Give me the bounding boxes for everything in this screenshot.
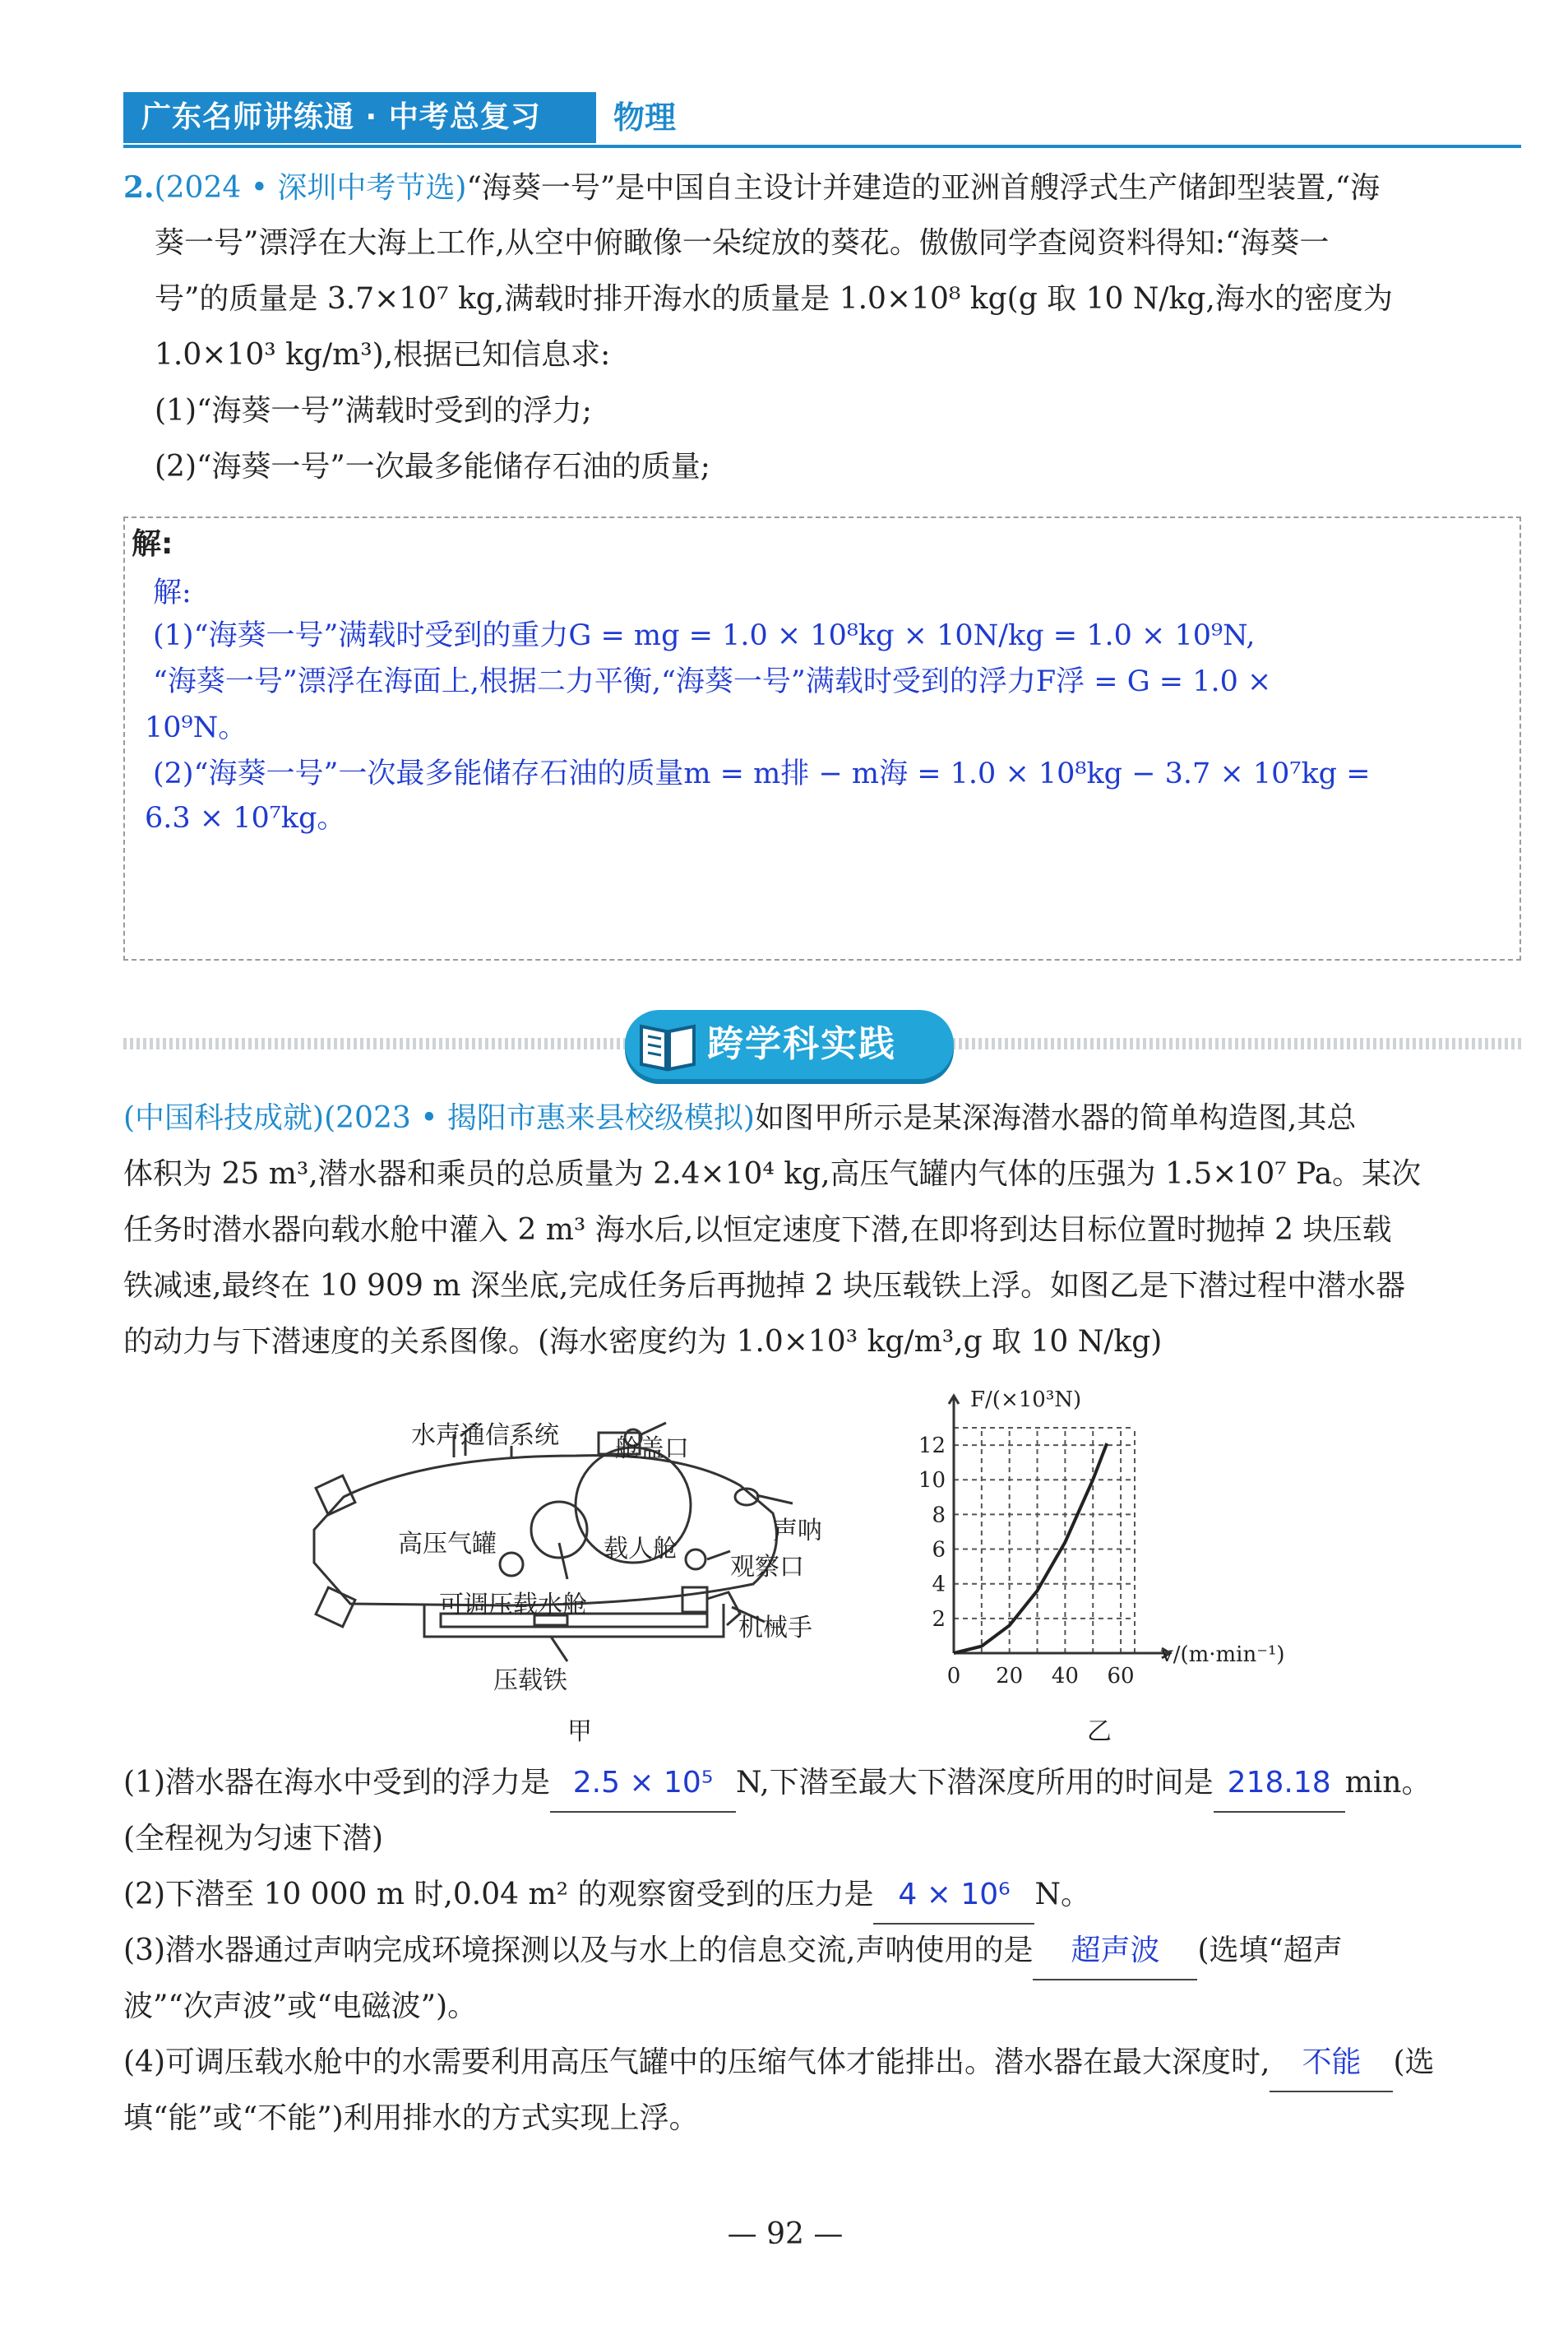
y-tick-label: 4 bbox=[932, 1572, 946, 1597]
label-observation-window: 观察口 bbox=[730, 1553, 804, 1582]
subq-2 bbox=[123, 1867, 1521, 1925]
subq-3-cont: 波”“次声波”或“电磁波”)。 bbox=[123, 1990, 478, 2023]
q2-source: (2024 • 深圳中考节选) bbox=[154, 171, 467, 205]
answer-blank-sonar-wave[interactable]: 超声波 bbox=[1033, 1923, 1197, 1980]
q3-line-1 bbox=[123, 1091, 1521, 1146]
q3-line-2: 体积为 25 m³,潜水器和乘员的总质量为 2.4×10⁴ kg,高压气罐内气体的压强为 1.5×10⁷ Pa。某次 bbox=[123, 1157, 1422, 1191]
y-tick-label: 8 bbox=[932, 1503, 946, 1528]
subq-3-text-b: (选填“超声 bbox=[1197, 1934, 1343, 1967]
label-acoustic-system: 水声通信系统 bbox=[411, 1421, 559, 1450]
subq-1-text-c: min。 bbox=[1344, 1766, 1432, 1800]
answer-line-4: (2)“海葵一号”一次最多能储存石油的质量m = m排 − m海 = 1.0 × 10⁸kg − 3.7 × 10⁷kg = bbox=[153, 757, 1371, 790]
subq-2-text-a: (2)下潜至 10 000 m 时,0.04 m² 的观察窗受到的压力是 bbox=[123, 1878, 874, 1911]
subq-4-text-b: (选 bbox=[1393, 2045, 1435, 2079]
subq-4 bbox=[123, 2035, 1521, 2092]
answer-line-1: (1)“海葵一号”满载时受到的重力G = mg = 1.0 × 10⁸kg × 10N/kg = 1.0 × 10⁹N, bbox=[153, 619, 1256, 652]
x-tick-label: 60 bbox=[1107, 1664, 1135, 1688]
x-tick-label: 0 bbox=[946, 1664, 961, 1688]
y-tick-label: 10 bbox=[918, 1468, 946, 1494]
answer-blank-buoyancy[interactable]: 2.5 × 10⁵ bbox=[550, 1755, 736, 1813]
book-icon bbox=[635, 1012, 701, 1077]
subq-1-text-a: (1)潜水器在海水中受到的浮力是 bbox=[123, 1766, 550, 1800]
label-ballast-tank: 可调压载水舱 bbox=[439, 1591, 587, 1619]
series-line-f-v bbox=[954, 1443, 1107, 1653]
subq-1 bbox=[123, 1755, 1521, 1813]
label-crew-cabin: 载人舱 bbox=[604, 1535, 678, 1563]
answer-line-5: 6.3 × 10⁷kg。 bbox=[145, 802, 346, 835]
label-high-pressure-tank: 高压气罐 bbox=[398, 1530, 497, 1559]
q3-line-5: 的动力与下潜速度的关系图像。(海水密度约为 1.0×10³ kg/m³,g 取 10 N/kg) bbox=[123, 1325, 1163, 1359]
subq-3-text-a: (3)潜水器通过声呐完成环境探测以及与水上的信息交流,声呐使用的是 bbox=[123, 1934, 1034, 1967]
y-tick-label: 12 bbox=[918, 1434, 946, 1459]
hull-outline bbox=[314, 1456, 777, 1605]
q2-number: 2. bbox=[123, 170, 155, 205]
book-title-bar: 广东名师讲练通 · 中考总复习 bbox=[123, 92, 596, 143]
q2-line-3: 号”的质量是 3.7×10⁷ kg,满载时排开海水的质量是 1.0×10⁸ kg(g 取 10 N/kg,海水的密度为 bbox=[155, 282, 1393, 316]
y-tick-label: 2 bbox=[932, 1606, 946, 1632]
subq-3 bbox=[123, 1923, 1521, 1980]
subject-label: 物理 bbox=[613, 100, 677, 136]
label-hatch: 舱盖口 bbox=[615, 1434, 689, 1463]
q3-text-1: 如图甲所示是某深海潜水器的简单构造图,其总 bbox=[754, 1101, 1357, 1135]
answer-line-2: “海葵一号”漂浮在海面上,根据二力平衡,“海葵一号”满载时受到的浮力F浮 = G = 1.0 × bbox=[153, 665, 1272, 698]
answer-box bbox=[123, 516, 1521, 961]
chart-y-label: F/(×10³N) bbox=[970, 1387, 1082, 1412]
label-ballast-iron: 压载铁 bbox=[493, 1666, 567, 1695]
answer-heading: 解: bbox=[132, 527, 173, 561]
answer-line-3: 10⁹N。 bbox=[145, 711, 247, 744]
force-velocity-chart bbox=[888, 1382, 1348, 1702]
subq-1-note: (全程视为匀速下潜) bbox=[123, 1822, 384, 1855]
answer-blank-time[interactable]: 218.18 bbox=[1214, 1755, 1345, 1813]
q2-text-1: “海葵一号”是中国自主设计并建造的亚洲首艘浮式生产储卸型装置,“海 bbox=[466, 171, 1381, 205]
x-tick-label: 40 bbox=[1051, 1664, 1079, 1688]
label-sonar: 声呐 bbox=[773, 1517, 822, 1545]
chart-caption-b: 乙 bbox=[1087, 1717, 1112, 1746]
q3-source: (中国科技成就)(2023 • 揭阳市惠来县校级模拟) bbox=[123, 1101, 755, 1135]
subq-1-text-b: N,下潜至最大下潜深度所用的时间是 bbox=[736, 1766, 1214, 1800]
diagram-caption-a: 甲 bbox=[567, 1717, 592, 1746]
q3-line-3: 任务时潜水器向载水舱中灌入 2 m³ 海水后,以恒定速度下潜,在即将到达目标位置时抛掉 2 块压载 bbox=[123, 1213, 1392, 1247]
x-tick-label: 20 bbox=[996, 1664, 1024, 1688]
subq-4-cont: 填“能”或“不能”)利用排水的方式实现上浮。 bbox=[123, 2101, 699, 2135]
q2-line-2: 葵一号”漂浮在大海上工作,从空中俯瞰像一朵绽放的葵花。傲傲同学查阅资料得知:“海葵一 bbox=[155, 226, 1330, 260]
page-number: — 92 — bbox=[727, 2217, 844, 2251]
header-rule bbox=[123, 145, 1521, 148]
label-robot-arm: 机械手 bbox=[738, 1614, 812, 1642]
q2-subquestion-1: (1)“海葵一号”满载时受到的浮力; bbox=[155, 394, 592, 428]
ballast-tank-shape bbox=[531, 1502, 587, 1558]
y-tick-label: 6 bbox=[932, 1537, 946, 1563]
answer-line-0: 解: bbox=[153, 577, 192, 609]
answer-blank-window-force[interactable]: 4 × 10⁶ bbox=[873, 1867, 1034, 1925]
q3-line-4: 铁减速,最终在 10 909 m 深坐底,完成任务后再抛掉 2 块压载铁上浮。如图乙是下潜过程中潜水器 bbox=[123, 1269, 1406, 1303]
high-pressure-tank-shape bbox=[500, 1553, 523, 1576]
subq-2-text-b: N。 bbox=[1034, 1878, 1090, 1911]
answer-blank-can-float[interactable]: 不能 bbox=[1270, 2035, 1393, 2092]
section-title: 跨学科实践 bbox=[707, 1023, 896, 1065]
subq-4-text-a: (4)可调压载水舱中的水需要利用高压气罐中的压缩气体才能排出。潜水器在最大深度时, bbox=[123, 2045, 1270, 2079]
q2-line-1 bbox=[123, 160, 1521, 216]
chart-x-label: v/(m·min⁻¹) bbox=[1161, 1642, 1285, 1667]
q2-line-4: 1.0×10³ kg/m³),根据已知信息求: bbox=[155, 338, 611, 372]
q2-subquestion-2: (2)“海葵一号”一次最多能储存石油的质量; bbox=[155, 450, 710, 484]
